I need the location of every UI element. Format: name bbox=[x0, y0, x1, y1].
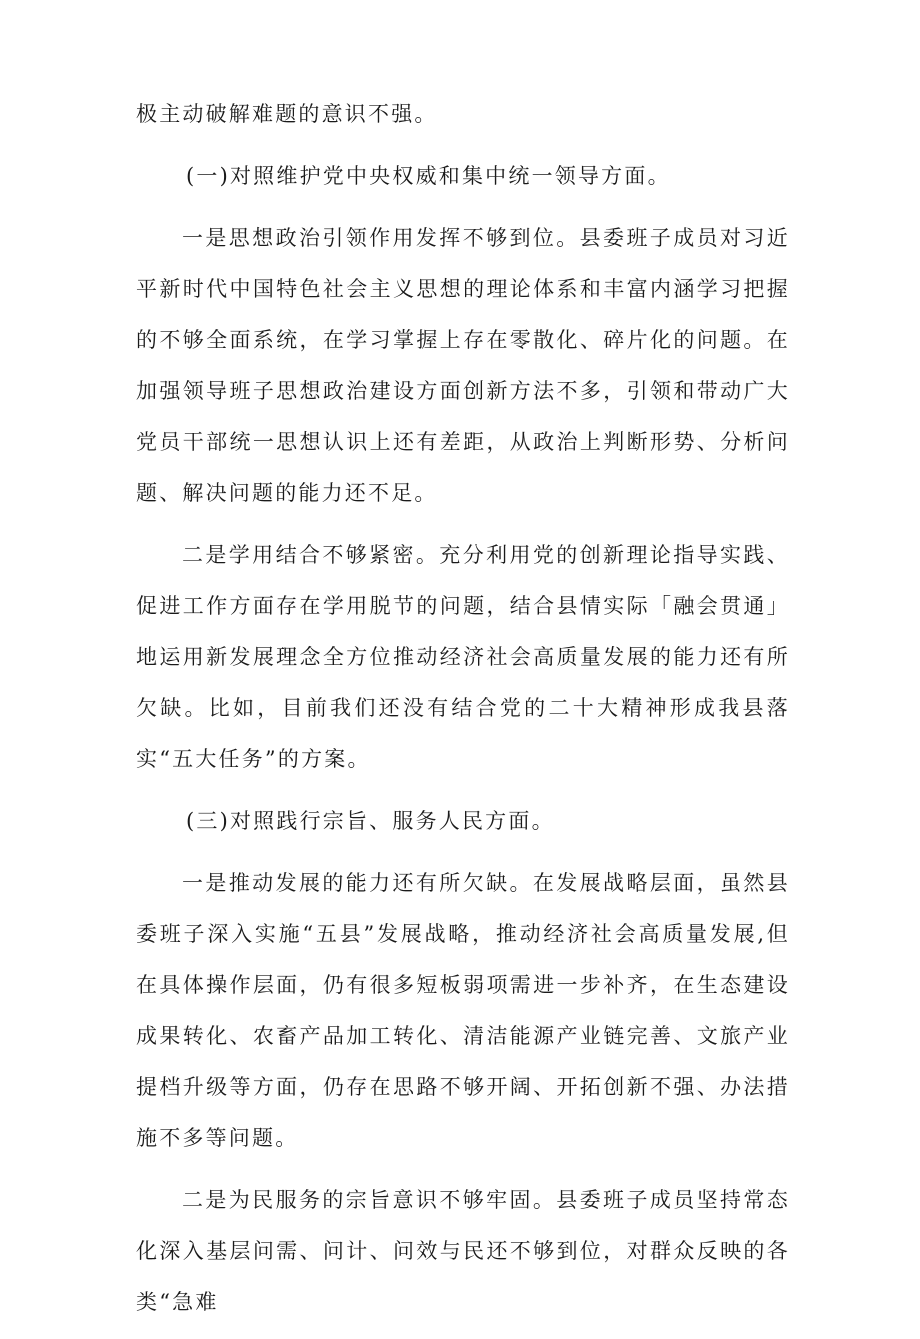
paragraph-political-guidance: 一是思想政治引领作用发挥不够到位。县委班子成员对习近平新时代中国特色社会主义思想的理论体系和丰富内涵学习把握的不够全面系统，在学习掌握上存在零散化、碎片化的问题。在加强领导班子思想政治建设方面创新方法不多，引领和带动广大党员干部统一思想认识上还有差距，从政治上判断形势、分析问题、解决问题的能力还不足。 bbox=[136, 226, 790, 505]
paragraph-development-ability: 一是推动发展的能力还有所欠缺。在发展战略层面，虽然县委班子深入实施“五县”发展战略，推动经济社会高质量发展,但在具体操作层面，仍有很多短板弱项需进一步补齐，在生态建设成果转化、农畜产品加工转化、清洁能源产业链完善、文旅产业提档升级等方面，仍存在思路不够开阔、开拓创新不强、办法措施不多等问题。 bbox=[136, 871, 790, 1150]
paragraph-service-awareness: 二是为民服务的宗旨意识不够牢固。县委班子成员坚持常态化深入基层问需、问计、问效与民还不够到位，对群众反映的各类“急难 bbox=[136, 1188, 790, 1314]
paragraph-study-application: 二是学用结合不够紧密。充分利用党的创新理论指导实践、促进工作方面存在学用脱节的问题，结合县情实际「融会贯通」地运用新发展理念全方位推动经济社会高质量发展的能力还有所欠缺。比如，目前我们还没有结合党的二十大精神形成我县落实“五大任务”的方案。 bbox=[136, 543, 790, 771]
section-heading-one: (一)对照维护党中央权威和集中统一领导方面。 bbox=[186, 164, 671, 188]
paragraph-continuation: 极主动破解难题的意识不强。 bbox=[136, 102, 438, 126]
section-heading-three: (三)对照践行宗旨、服务人民方面。 bbox=[186, 809, 555, 833]
document-body bbox=[136, 89, 790, 1339]
